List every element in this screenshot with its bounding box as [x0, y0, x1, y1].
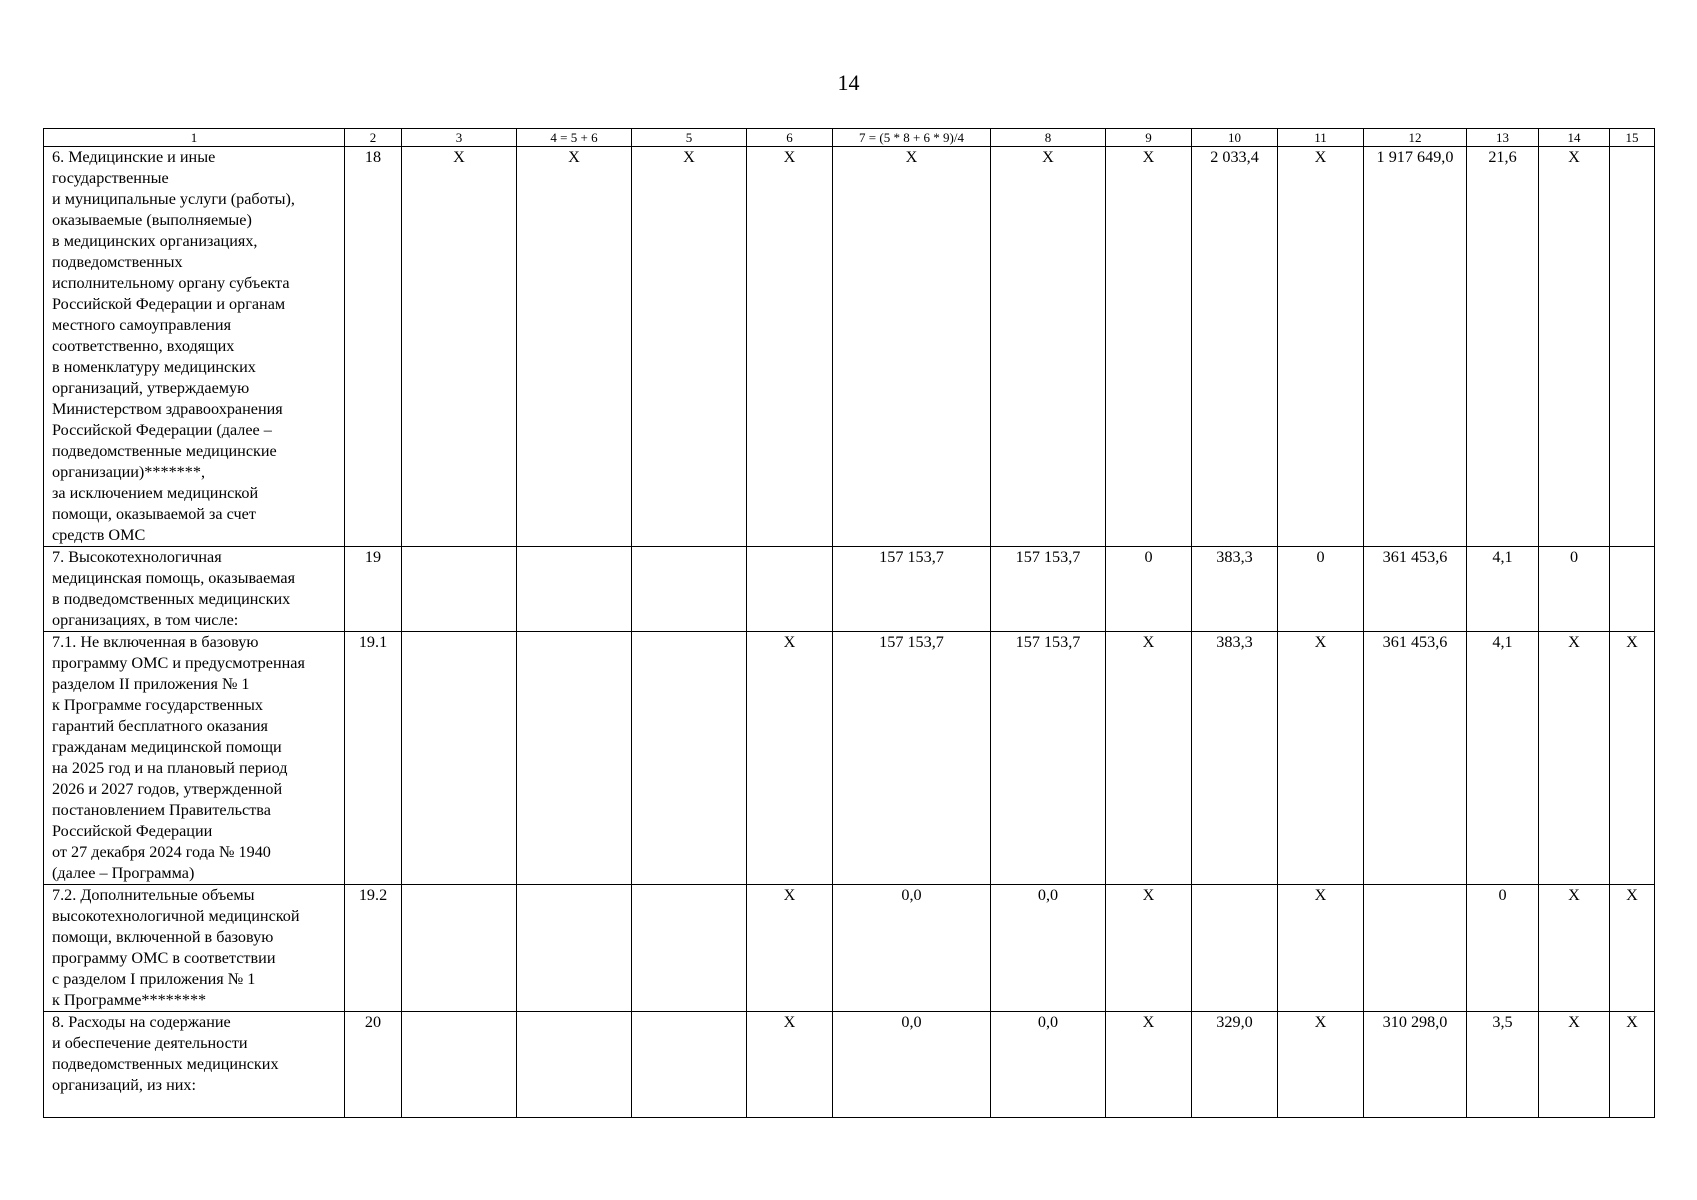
- row-name-line: (далее – Программа): [52, 864, 195, 882]
- table-cell: 19.2: [345, 885, 402, 1012]
- column-header: 12: [1364, 129, 1467, 147]
- table-cell: [402, 632, 517, 885]
- table-cell: Х: [1610, 885, 1655, 1012]
- row-name-line: 7.1. Не включенная в базовую: [52, 633, 259, 651]
- table-cell: Х: [1106, 147, 1192, 547]
- row-name-line: подведомственных: [52, 253, 183, 271]
- table-cell: 0,0: [833, 885, 991, 1012]
- row-name-line: разделом II приложения № 1: [52, 675, 250, 693]
- column-header: 13: [1467, 129, 1539, 147]
- table-cell: [1610, 547, 1655, 632]
- table-cell: [632, 885, 747, 1012]
- table-cell: Х: [1278, 1012, 1364, 1118]
- row-name-line: и муниципальные услуги (работы),: [52, 190, 295, 208]
- table-cell: 4,1: [1467, 547, 1539, 632]
- column-header: 8: [991, 129, 1106, 147]
- table-cell: [517, 547, 632, 632]
- table-cell: Х: [747, 632, 833, 885]
- row-name-line: 7.2. Дополнительные объемы: [52, 886, 255, 904]
- table-cell: Х: [833, 147, 991, 547]
- data-table: [43, 128, 1655, 1118]
- row-name-line: Российской Федерации (далее –: [52, 421, 272, 439]
- row-name-line: помощи, включенной в базовую: [52, 928, 274, 946]
- table-cell: Х: [1106, 632, 1192, 885]
- table-cell: Х: [991, 147, 1106, 547]
- table-cell: [632, 547, 747, 632]
- column-header: 10: [1192, 129, 1278, 147]
- table-header-row: [44, 129, 1655, 147]
- row-name-line: Российской Федерации и органам: [52, 295, 286, 313]
- table-cell: Х: [517, 147, 632, 547]
- table-cell: [402, 547, 517, 632]
- table-cell: 0,0: [833, 1012, 991, 1118]
- row-name-line: исполнительному органу субъекта: [52, 274, 290, 292]
- table-cell: 329,0: [1192, 1012, 1278, 1118]
- column-header: 6: [747, 129, 833, 147]
- table-cell: Х: [1539, 1012, 1610, 1118]
- table-cell: Х: [1539, 147, 1610, 547]
- table-cell: 361 453,6: [1364, 632, 1467, 885]
- row-name-line: оказываемые (выполняемые): [52, 211, 252, 229]
- table-cell: 0,0: [991, 1012, 1106, 1118]
- row-name-cell: [44, 547, 345, 632]
- table-row: [44, 547, 1655, 632]
- row-name-line: подведомственные медицинские: [52, 442, 277, 460]
- table-cell: 0: [1539, 547, 1610, 632]
- row-name-line: с разделом I приложения № 1: [52, 970, 256, 988]
- table-cell: [632, 632, 747, 885]
- table-cell: Х: [1278, 885, 1364, 1012]
- row-name-line: помощи, оказываемой за счет: [52, 505, 256, 523]
- table-cell: Х: [1278, 147, 1364, 547]
- table-row: [44, 147, 1655, 547]
- row-name-line: постановлением Правительства: [52, 801, 271, 819]
- column-header: 1: [44, 129, 345, 147]
- row-name-line: гарантий бесплатного оказания: [52, 717, 268, 735]
- table-cell: 1 917 649,0: [1364, 147, 1467, 547]
- table-cell: 3,5: [1467, 1012, 1539, 1118]
- row-name-line: к Программе государственных: [52, 696, 264, 714]
- table-cell: [1364, 885, 1467, 1012]
- table-cell: [517, 885, 632, 1012]
- table-row: [44, 1012, 1655, 1118]
- table-cell: 157 153,7: [833, 547, 991, 632]
- table-cell: 157 153,7: [991, 632, 1106, 885]
- table-cell: [402, 1012, 517, 1118]
- row-name-line: в подведомственных медицинских: [52, 590, 291, 608]
- row-name-line: государственные: [52, 169, 169, 187]
- row-name-line: к Программе********: [52, 991, 207, 1009]
- table-cell: Х: [1278, 632, 1364, 885]
- row-name-line: средств ОМС: [52, 526, 146, 544]
- table-cell: 0: [1467, 885, 1539, 1012]
- row-name-line: организации)*******,: [52, 463, 205, 481]
- table-cell: 21,6: [1467, 147, 1539, 547]
- row-name-line: и обеспечение деятельности: [52, 1034, 248, 1052]
- column-header: 7 = (5 * 8 + 6 * 9)/4: [833, 129, 991, 147]
- row-name-cell: [44, 147, 345, 547]
- table-cell: Х: [747, 885, 833, 1012]
- table-cell: 18: [345, 147, 402, 547]
- table-cell: 2 033,4: [1192, 147, 1278, 547]
- row-name-line: программу ОМС и предусмотренная: [52, 654, 305, 672]
- row-name-line: программу ОМС в соответствии: [52, 949, 276, 967]
- table-cell: Х: [1539, 632, 1610, 885]
- table-cell: 310 298,0: [1364, 1012, 1467, 1118]
- table-cell: [517, 1012, 632, 1118]
- table-cell: Х: [1610, 1012, 1655, 1118]
- table-cell: [747, 547, 833, 632]
- row-name-line: организациях, в том числе:: [52, 611, 239, 629]
- table-cell: Х: [747, 1012, 833, 1118]
- table-cell: Х: [1106, 885, 1192, 1012]
- row-name-line: подведомственных медицинских: [52, 1055, 279, 1073]
- row-name-line: организаций, утверждаемую: [52, 379, 250, 397]
- row-name-line: в медицинских организациях,: [52, 232, 258, 250]
- table-cell: 4,1: [1467, 632, 1539, 885]
- page-number: 14: [837, 70, 860, 95]
- table-cell: Х: [747, 147, 833, 547]
- table-cell: Х: [1539, 885, 1610, 1012]
- row-name-line: высокотехнологичной медицинской: [52, 907, 300, 925]
- table-cell: 0: [1106, 547, 1192, 632]
- row-name-line: организаций, из них:: [52, 1076, 197, 1094]
- row-name-line: 8. Расходы на содержание: [52, 1013, 231, 1031]
- table-cell: [517, 632, 632, 885]
- table-cell: 157 153,7: [833, 632, 991, 885]
- row-name-line: соответственно, входящих: [52, 337, 235, 355]
- table-cell: 383,3: [1192, 632, 1278, 885]
- row-name-line: 7. Высокотехнологичная: [52, 548, 222, 566]
- row-name-line: Министерством здравоохранения: [52, 400, 283, 418]
- table-cell: 0: [1278, 547, 1364, 632]
- column-header: 3: [402, 129, 517, 147]
- row-name-line: 6. Медицинские и иные: [52, 148, 216, 166]
- table-row: [44, 885, 1655, 1012]
- table-cell: 19.1: [345, 632, 402, 885]
- row-name-line: в номенклатуру медицинских: [52, 358, 256, 376]
- row-name-line: медицинская помощь, оказываемая: [52, 569, 296, 587]
- column-header: 9: [1106, 129, 1192, 147]
- row-name-cell: [44, 885, 345, 1012]
- table-cell: 361 453,6: [1364, 547, 1467, 632]
- row-name-line: за исключением медицинской: [52, 484, 259, 502]
- table-row: [44, 632, 1655, 885]
- table-cell: [1610, 147, 1655, 547]
- table-cell: 383,3: [1192, 547, 1278, 632]
- table-cell: Х: [402, 147, 517, 547]
- table-cell: [402, 885, 517, 1012]
- row-name-line: местного самоуправления: [52, 316, 232, 334]
- column-header: 11: [1278, 129, 1364, 147]
- column-header: 14: [1539, 129, 1610, 147]
- table-cell: Х: [632, 147, 747, 547]
- table-cell: Х: [1106, 1012, 1192, 1118]
- table-cell: [632, 1012, 747, 1118]
- row-name-line: Российской Федерации: [52, 822, 213, 840]
- table-cell: 19: [345, 547, 402, 632]
- row-name-line: на 2025 год и на плановый период: [52, 759, 288, 777]
- column-header: 4 = 5 + 6: [517, 129, 632, 147]
- column-header: 5: [632, 129, 747, 147]
- table-cell: 157 153,7: [991, 547, 1106, 632]
- column-header: 2: [345, 129, 402, 147]
- column-header: 15: [1610, 129, 1655, 147]
- table-cell: 0,0: [991, 885, 1106, 1012]
- table-cell: Х: [1610, 632, 1655, 885]
- table-cell: [1192, 885, 1278, 1012]
- row-name-line: от 27 декабря 2024 года № 1940: [52, 843, 271, 861]
- row-name-cell: [44, 632, 345, 885]
- row-name-line: гражданам медицинской помощи: [52, 738, 282, 756]
- row-name-line: 2026 и 2027 годов, утвержденной: [52, 780, 283, 798]
- table-cell: 20: [345, 1012, 402, 1118]
- row-name-cell: [44, 1012, 345, 1118]
